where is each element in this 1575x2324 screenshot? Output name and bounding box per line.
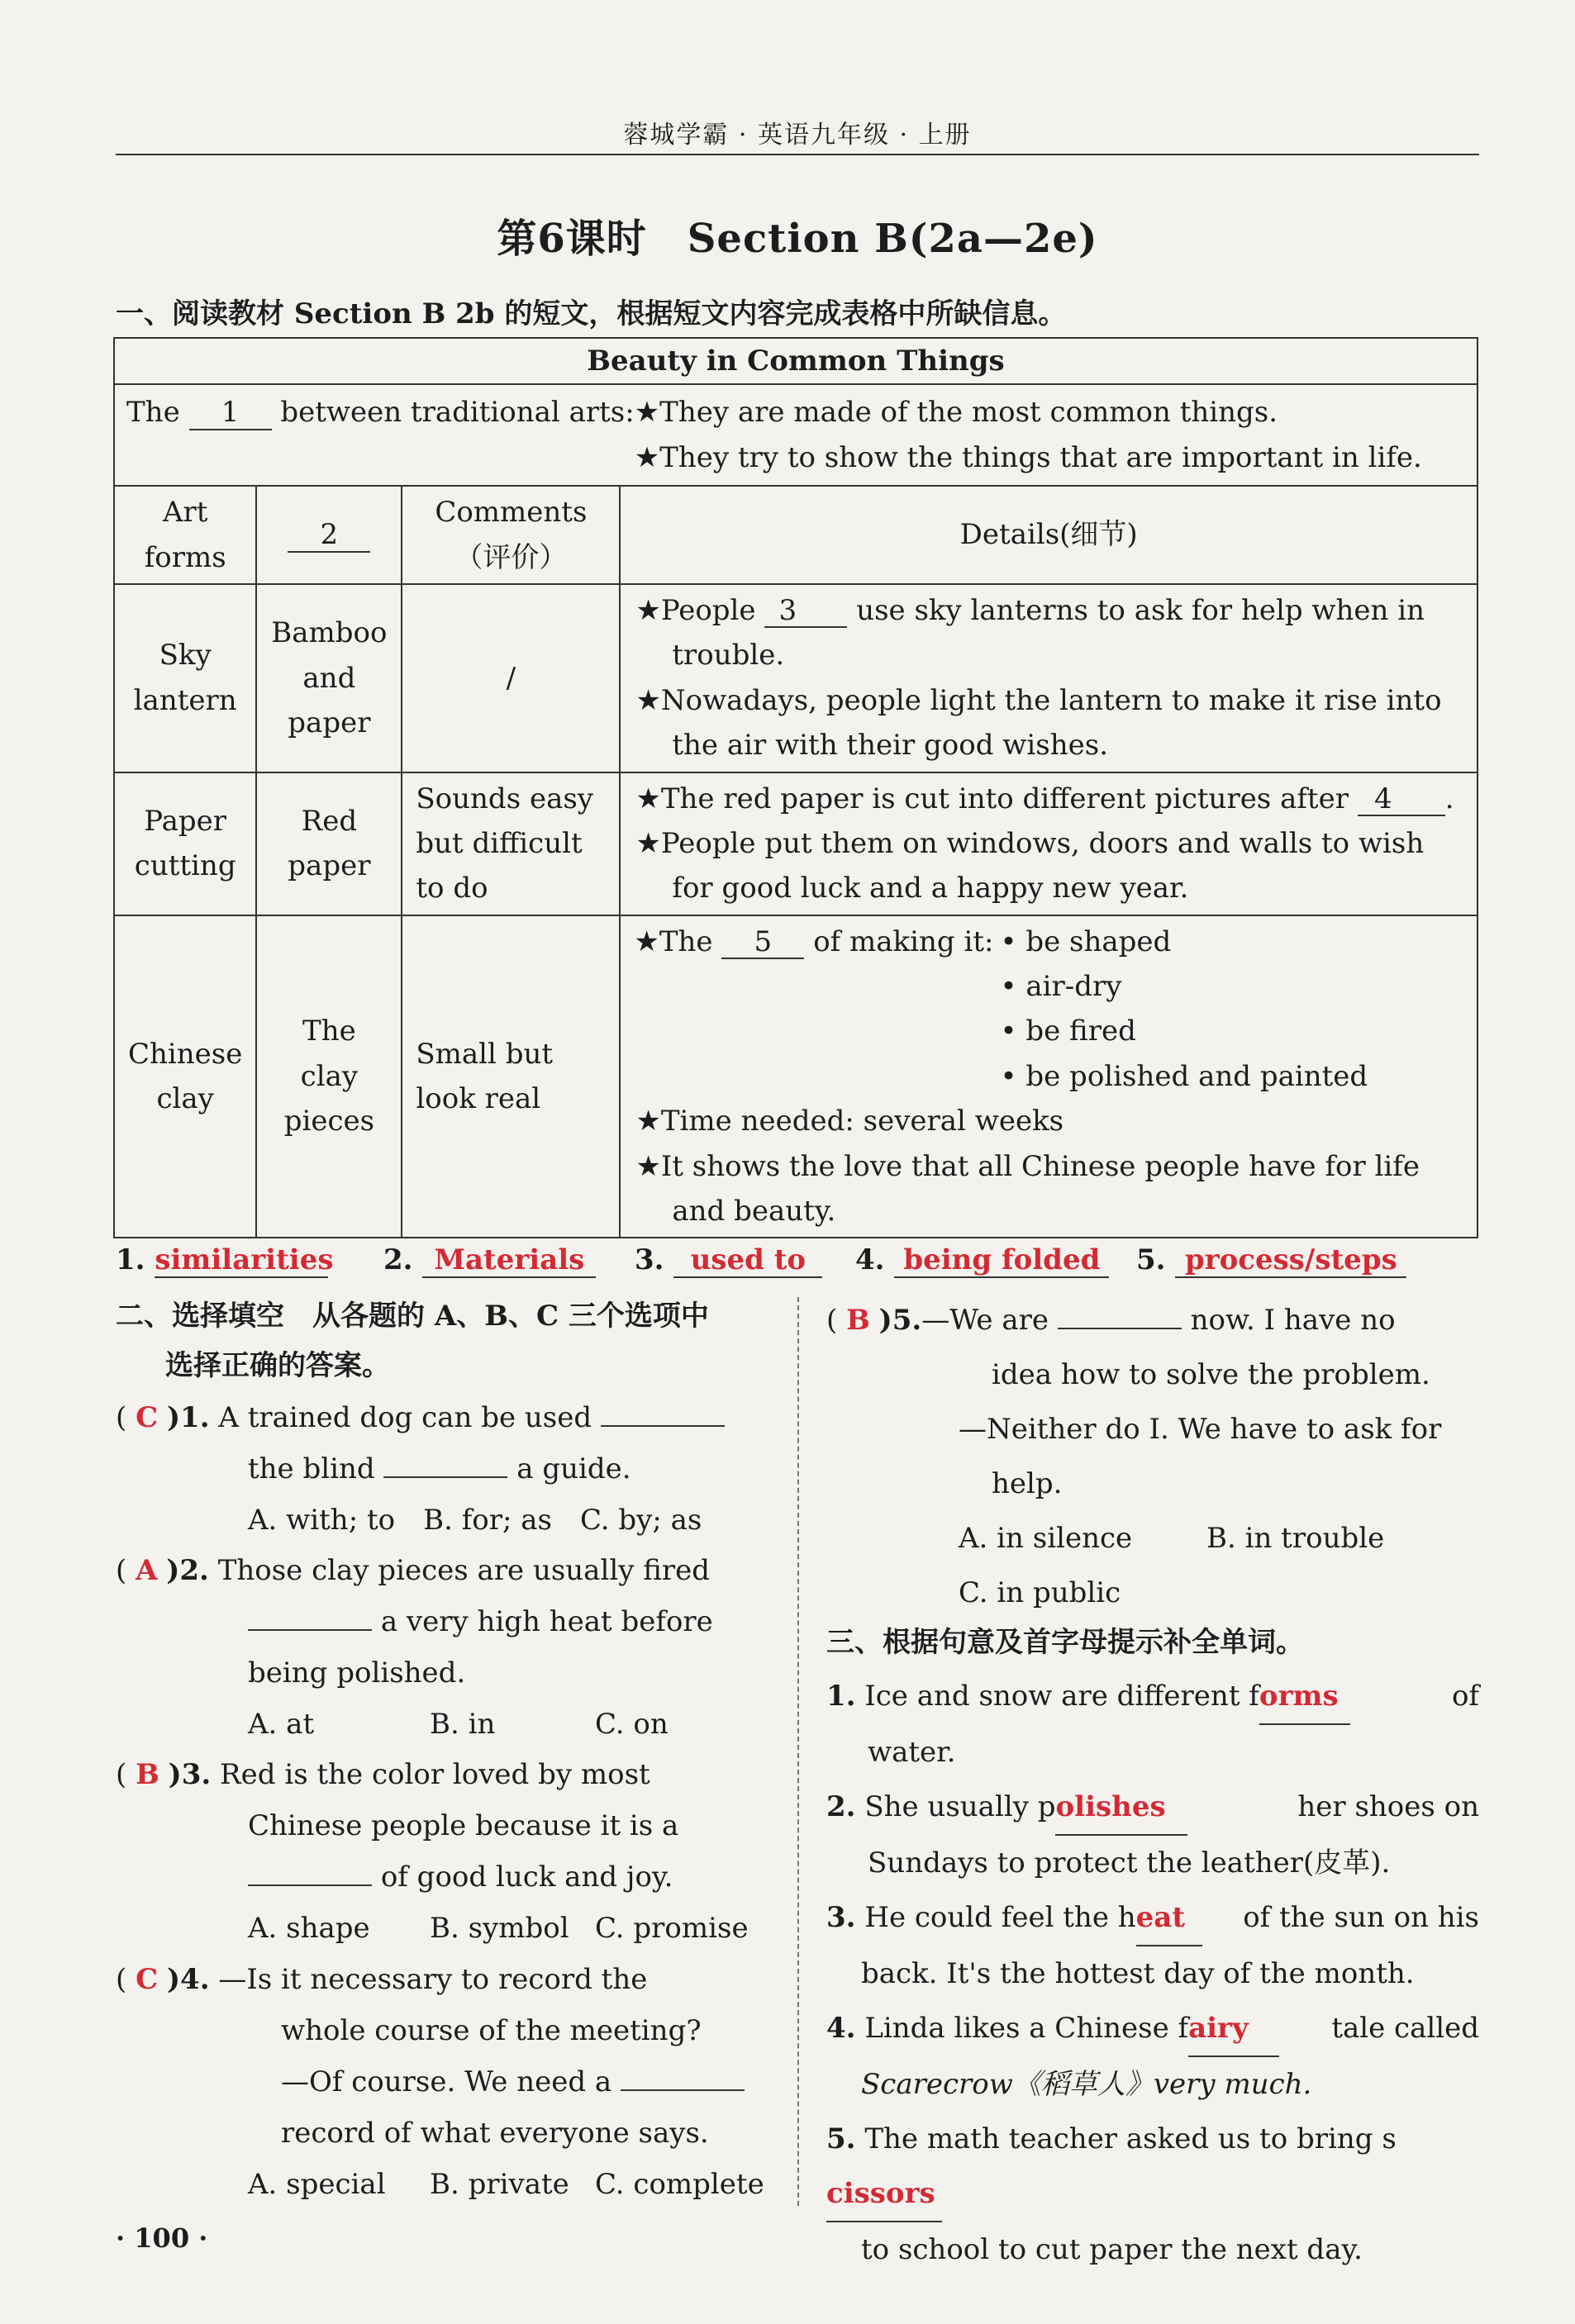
- column-divider: [797, 1297, 799, 2206]
- lesson-title: 第6课时 Section B(2a—2e): [497, 216, 1098, 262]
- row3-d3: ★It shows the love that all Chinese people have for life and beauty.: [635, 1149, 1420, 1229]
- question-3: ( B )3. Red is the color loved by most Chinese people because it is a of good luck and joy. A. shape B. symbol C. promise: [116, 1749, 777, 1954]
- w4-letter: f: [1178, 2012, 1189, 2045]
- q1-text-b: the blind: [248, 1452, 375, 1485]
- q4-text-b: whole course of the meeting?: [281, 2014, 702, 2047]
- w5-fill[interactable]: cissors: [826, 2166, 942, 2222]
- w3-fill[interactable]: eat: [1136, 1890, 1202, 1946]
- q4-num: )4.: [166, 1963, 210, 1996]
- q4-choice[interactable]: C: [136, 1963, 159, 1996]
- answer-3-value: used to: [673, 1243, 822, 1278]
- q2-choice[interactable]: A: [136, 1554, 158, 1587]
- answer-3: [635, 1243, 822, 1278]
- q1-options: A. with; to B. for; as C. by; as: [248, 1504, 702, 1537]
- q5-option-c[interactable]: C. in public: [959, 1576, 1121, 1609]
- answer-2-value: Materials: [422, 1243, 596, 1278]
- word-item-1: [826, 1669, 1479, 1780]
- section3-heading: 三、根据句意及首字母提示补全单词。: [826, 1626, 1304, 1659]
- q5-option-a[interactable]: A. in silence: [959, 1522, 1133, 1555]
- q2-blank[interactable]: [248, 1628, 372, 1631]
- q5-text-d: help.: [992, 1467, 1063, 1500]
- q3-text-c: of good luck and joy.: [380, 1861, 673, 1894]
- q4-text-c: —Of course. We need a: [281, 2065, 612, 2098]
- row1-art: Sky lantern: [114, 584, 256, 772]
- row1-d1-pre: ★People: [635, 593, 756, 627]
- w4-pre: Linda likes a Chinese: [864, 2012, 1169, 2045]
- w3-post: of the sun on his: [1243, 1901, 1479, 1934]
- head-art-forms: Art forms: [114, 486, 256, 584]
- section1-heading: 一、阅读教材 Section B 2b 的短文，根据短文内容完成表格中所缺信息。: [116, 297, 1067, 330]
- answer-4: [855, 1243, 1109, 1278]
- q1-blank-b[interactable]: [383, 1476, 507, 1478]
- intro-line1: ★They are made of the most common things.: [634, 396, 1278, 430]
- q3-blank[interactable]: [248, 1884, 372, 1886]
- q4-option-c[interactable]: C. complete: [595, 2168, 764, 2201]
- question-1: ( C )1. A trained dog can be used the blind a guide. A. with; to B. for; as C. by; as: [116, 1392, 777, 1546]
- w2-line2: Sundays to protect the leather(皮革).: [868, 1846, 1391, 1880]
- q3-text-b: Chinese people because it is a: [248, 1809, 679, 1842]
- w2-fill[interactable]: olishes: [1055, 1780, 1187, 1836]
- q2-num: )2.: [166, 1554, 209, 1587]
- w5-letter: s: [1382, 2122, 1397, 2155]
- w2-pre: She usually: [864, 1790, 1029, 1823]
- q3-choice[interactable]: B: [136, 1758, 159, 1791]
- row3-details: [620, 915, 1477, 1238]
- row3-material: The clay pieces: [256, 915, 402, 1238]
- w2-letter: p: [1037, 1790, 1056, 1823]
- answer-4-num: 4.: [855, 1243, 885, 1276]
- q3-option-b[interactable]: B. symbol: [430, 1912, 569, 1945]
- header-rule: [116, 154, 1479, 155]
- w3-letter: h: [1117, 1901, 1136, 1934]
- blank-2[interactable]: 2: [288, 520, 370, 552]
- w4-post: tale called: [1331, 2012, 1479, 2045]
- row2-d1-post: .: [1444, 782, 1454, 815]
- info-table: [113, 337, 1478, 1238]
- answer-5-value: process/steps: [1175, 1243, 1406, 1278]
- q3-option-c[interactable]: C. promise: [595, 1912, 749, 1945]
- q5-text-a2: now. I have no: [1190, 1304, 1396, 1337]
- q2-option-c[interactable]: C. on: [595, 1708, 669, 1741]
- w1-post: of: [1451, 1680, 1479, 1713]
- w1-pre: Ice and snow are different: [864, 1680, 1240, 1713]
- q5-text-a: —We are: [921, 1304, 1049, 1337]
- w3-pre: He could feel the: [864, 1901, 1109, 1934]
- running-header: 蓉城学霸 · 英语九年级 · 上册: [623, 121, 972, 150]
- answer-3-num: 3.: [635, 1243, 664, 1276]
- answer-5: [1136, 1243, 1406, 1278]
- q5-option-b[interactable]: B. in trouble: [1206, 1522, 1385, 1555]
- row2-details: [620, 772, 1477, 915]
- intro-lead: The: [126, 396, 180, 430]
- w5-pre: The math teacher asked us to bring: [864, 2122, 1373, 2155]
- page-number: · 100 ·: [116, 2222, 208, 2254]
- blank-4[interactable]: 4: [1358, 784, 1445, 816]
- w4-fill[interactable]: airy: [1188, 2001, 1279, 2057]
- row2-d2: ★People put them on windows, doors and walls to wish for good luck and a happy new year.: [635, 826, 1425, 905]
- row2-comment: Sounds easy but difficult to do: [402, 772, 620, 915]
- q4-option-a[interactable]: A. special: [248, 2168, 386, 2201]
- answer-1-num: 1.: [116, 1243, 145, 1276]
- blank-3[interactable]: 3: [764, 596, 847, 628]
- q1-blank-a[interactable]: [601, 1424, 725, 1427]
- q2-text-c: being polished.: [248, 1656, 466, 1690]
- q5-text-c: —Neither do I. We have to ask for: [959, 1413, 1442, 1446]
- answer-4-value: being folded: [894, 1243, 1109, 1278]
- w1-num: 1.: [826, 1680, 856, 1713]
- q2-text-b: a very high heat before: [380, 1605, 713, 1638]
- row1-material: Bamboo and paper: [256, 584, 402, 772]
- w1-fill[interactable]: orms: [1259, 1669, 1350, 1725]
- w4-line2: Scarecrow《稻草人》very much.: [861, 2068, 1312, 2101]
- q2-option-a[interactable]: A. at: [248, 1708, 315, 1741]
- q2-text-a: Those clay pieces are usually fired: [217, 1554, 711, 1587]
- w1-letter: f: [1249, 1680, 1259, 1713]
- q1-num: )1.: [166, 1401, 210, 1434]
- w3-num: 3.: [826, 1901, 856, 1934]
- w1-line2: water.: [868, 1736, 956, 1769]
- q1-text-a: A trained dog can be used: [218, 1401, 592, 1434]
- answer-2-num: 2.: [383, 1243, 413, 1276]
- question-4: ( C )4. —Is it necessary to record the whole course of the meeting? —Of course. We need a record of what everyone says. A. special B. private C. complete: [116, 1954, 777, 2210]
- w4-num: 4.: [826, 2012, 856, 2045]
- step-air-dry: • air-dry: [1000, 970, 1122, 1004]
- q5-num: )5.: [878, 1304, 922, 1337]
- row2-d1-pre: ★The red paper is cut into different pictures after: [635, 782, 1349, 815]
- word-item-4: [826, 2001, 1479, 2112]
- question-2: ( A )2. Those clay pieces are usually fired a very high heat before being polished. A. at B. in C. on: [116, 1545, 777, 1750]
- answer-1-value: similarities: [155, 1243, 334, 1276]
- q5-text-b: idea how to solve the problem.: [992, 1358, 1430, 1391]
- head-details: Details(细节): [620, 486, 1477, 584]
- w5-line2: to school to cut paper the next day.: [861, 2233, 1363, 2266]
- row3-d2: ★Time needed: several weeks: [635, 1105, 1064, 1138]
- row1-d2: ★Nowadays, people light the lantern to make it rise into the air with their good wishes.: [635, 683, 1442, 763]
- row2-material: Red paper: [256, 772, 402, 915]
- q2-option-b[interactable]: B. in: [430, 1708, 496, 1741]
- row1-d1-post: use sky lanterns to ask for help when in trouble.: [672, 593, 1425, 672]
- answer-2: [383, 1243, 596, 1278]
- step-shaped: • be shaped: [1000, 924, 1172, 958]
- step-fired: • be fired: [1000, 1015, 1136, 1048]
- q5-choice[interactable]: B: [846, 1304, 870, 1337]
- word-completion-list: [826, 1669, 1479, 2277]
- q4-text-a: —Is it necessary to record the: [218, 1963, 648, 1996]
- word-item-3: [826, 1890, 1479, 2001]
- row3-art: Chinese clay: [114, 915, 256, 1238]
- section2-heading-1: 二、选择填空 从各题的 A、B、C 三个选项中: [116, 1300, 709, 1333]
- intro-line2: ★They try to show the things that are important in life.: [634, 440, 1422, 474]
- w2-num: 2.: [826, 1790, 856, 1823]
- w2-post: her shoes on: [1297, 1790, 1479, 1823]
- answer-5-num: 5.: [1136, 1243, 1166, 1276]
- q4-option-b[interactable]: B. private: [430, 2168, 569, 2201]
- q1-text-c: a guide.: [516, 1452, 631, 1485]
- blank-1[interactable]: 1: [189, 397, 272, 430]
- word-item-2: [826, 1780, 1479, 1890]
- row2-art: Paper cutting: [114, 772, 256, 915]
- q3-text-a: Red is the color loved by most: [220, 1758, 650, 1791]
- row3-d1-pre: ★The: [634, 924, 713, 958]
- w5-num: 5.: [826, 2122, 856, 2155]
- head-comments: Comments（评价）: [402, 486, 620, 584]
- q4-text-d: record of what everyone says.: [281, 2117, 709, 2150]
- head-blank-cell: [256, 486, 402, 584]
- section2-heading-2: 选择正确的答案。: [165, 1349, 390, 1382]
- row3-d1-post: of making it:: [813, 924, 994, 958]
- q5-blank[interactable]: [1058, 1327, 1182, 1329]
- q4-blank[interactable]: [621, 2089, 745, 2091]
- intro-tail: between traditional arts:: [280, 396, 635, 430]
- table-caption: Beauty in Common Things: [114, 338, 1477, 384]
- intro-row: [114, 384, 1477, 486]
- row1-comment: /: [402, 584, 620, 772]
- word-item-5: [826, 2112, 1479, 2277]
- blank-5[interactable]: 5: [721, 927, 804, 959]
- row1-details: [620, 584, 1477, 772]
- w3-line2: back. It's the hottest day of the month.: [861, 1957, 1415, 1990]
- q3-num: )3.: [168, 1758, 212, 1791]
- q1-choice[interactable]: C: [136, 1401, 159, 1434]
- row3-comment: Small but look real: [402, 915, 620, 1238]
- step-polished: • be polished and painted: [1000, 1059, 1368, 1093]
- q3-option-a[interactable]: A. shape: [248, 1912, 370, 1945]
- answer-1: [116, 1243, 334, 1278]
- question-5: ( B )5.—We are now. I have no idea how to solve the problem. —Neither do I. We have to ask for help. A. in silence B. in trouble C. in public: [826, 1293, 1487, 1620]
